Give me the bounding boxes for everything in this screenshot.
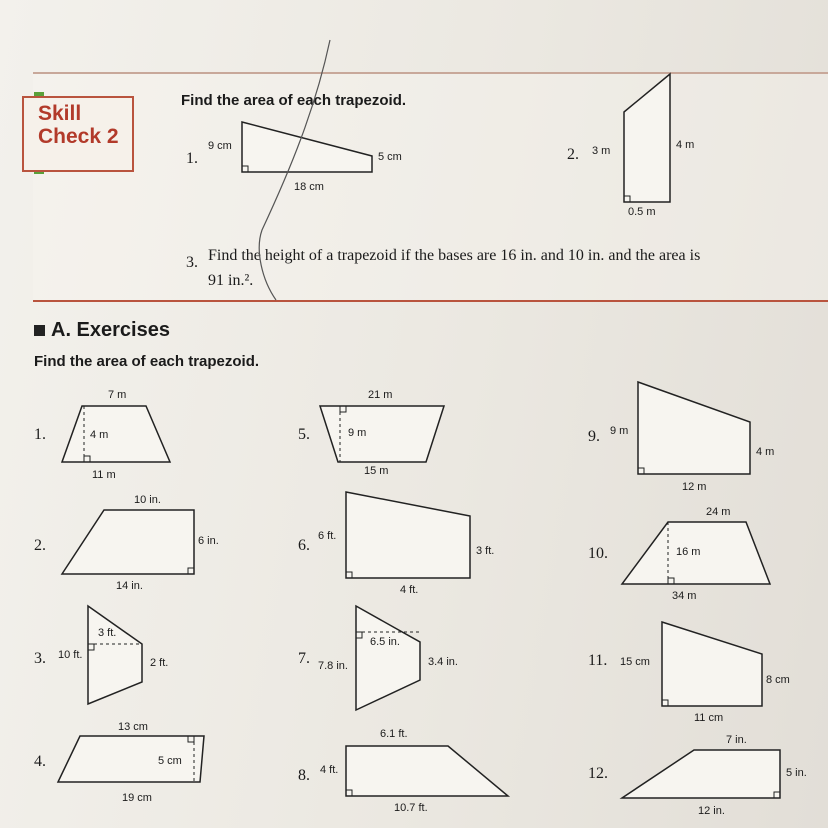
sc-problem-1-number: 1.	[186, 150, 198, 167]
ex-11-label-bottom: 11 cm	[694, 712, 724, 724]
ex-4-label-top: 13 cm	[118, 721, 148, 733]
ex-1-label-bottom: 11 m	[92, 469, 116, 481]
ex-12-label-right: 5 in.	[786, 767, 807, 779]
sc-problem-3-number: 3.	[186, 254, 198, 271]
sc-problem-2-number: 2.	[567, 146, 579, 163]
ex-4-label-bottom: 19 cm	[122, 792, 152, 804]
ex-12-number: 12.	[588, 765, 608, 782]
ex-6-number: 6.	[298, 537, 310, 554]
ex-7-label-right: 3.4 in.	[428, 656, 458, 668]
ex-11-label-right: 8 cm	[766, 674, 790, 686]
ex-12-label-bottom: 12 in.	[698, 805, 725, 817]
ex-1-label-height: 4 m	[90, 429, 109, 441]
ex-1-number: 1.	[34, 426, 46, 443]
ex-9-number: 9.	[588, 428, 600, 445]
exercises-title-text: A. Exercises	[51, 319, 170, 341]
ex-9-label-left: 9 m	[610, 425, 629, 437]
ex-11-label-left: 15 cm	[620, 656, 650, 668]
ex-7-label-top: 6.5 in.	[370, 636, 400, 648]
skill-tab-line1: Skill	[38, 102, 82, 125]
skill-instruction: Find the area of each trapezoid.	[181, 92, 407, 109]
ex-12-label-top: 7 in.	[726, 734, 747, 746]
sc-problem-3-text-1: Find the height of a trapezoid if the bases are 16 in. and 10 in. and the area is	[208, 247, 701, 264]
ex-5-label-height: 9 m	[348, 427, 367, 439]
ex-8-label-bottom: 10.7 ft.	[394, 802, 428, 814]
sc-p1-right-label: 5 cm	[378, 151, 402, 163]
ex-8-label-left: 4 ft.	[320, 764, 339, 776]
ex-8-number: 8.	[298, 767, 310, 784]
ex-7-number: 7.	[298, 650, 310, 667]
ex-4-label-height: 5 cm	[158, 755, 182, 767]
sc-problem-3-text-2: 91 in.².	[208, 272, 254, 289]
ex-10-label-bottom: 34 m	[672, 590, 697, 602]
ex-10-label-top: 24 m	[706, 506, 731, 518]
ex-10-label-height: 16 m	[676, 546, 701, 558]
ex-5-label-top: 21 m	[368, 389, 393, 401]
sc-p1-bottom-label: 18 cm	[294, 181, 324, 193]
ex-7-label-left: 7.8 in.	[318, 660, 348, 672]
ex-2-label-top: 10 in.	[134, 494, 161, 506]
skill-tab-line2: Check 2	[38, 125, 119, 148]
ex-3-label-left: 10 ft.	[58, 649, 83, 661]
ex-11-number: 11.	[588, 652, 608, 669]
ex-6-label-right: 3 ft.	[476, 545, 495, 557]
exercises-instruction: Find the area of each trapezoid.	[34, 353, 260, 370]
ex-2-label-right: 6 in.	[198, 535, 219, 547]
ex-6-label-bottom: 4 ft.	[400, 584, 419, 596]
ex-3-label-right: 2 ft.	[150, 657, 169, 669]
ex-2-label-bottom: 14 in.	[116, 580, 143, 592]
ex-6-label-left: 6 ft.	[318, 530, 337, 542]
sc-p2-right-label: 4 m	[676, 139, 695, 151]
ex-3-number: 3.	[34, 650, 46, 667]
ex-4-number: 4.	[34, 753, 46, 770]
sc-p2-left-label: 3 m	[592, 145, 611, 157]
ex-8-label-top: 6.1 ft.	[380, 728, 408, 740]
ex-5-number: 5.	[298, 426, 310, 443]
ex-9-label-right: 4 m	[756, 446, 775, 458]
sc-p2-bottom-label: 0.5 m	[628, 206, 656, 218]
ex-9-label-bottom: 12 m	[682, 481, 707, 493]
ex-2-number: 2.	[34, 537, 46, 554]
sc-p1-top-label: 9 cm	[208, 140, 232, 152]
ex-3-label-top: 3 ft.	[98, 627, 117, 639]
ex-10-number: 10.	[588, 545, 608, 562]
ex-1-label-top: 7 m	[108, 389, 127, 401]
ex-5-label-bottom: 15 m	[364, 465, 389, 477]
